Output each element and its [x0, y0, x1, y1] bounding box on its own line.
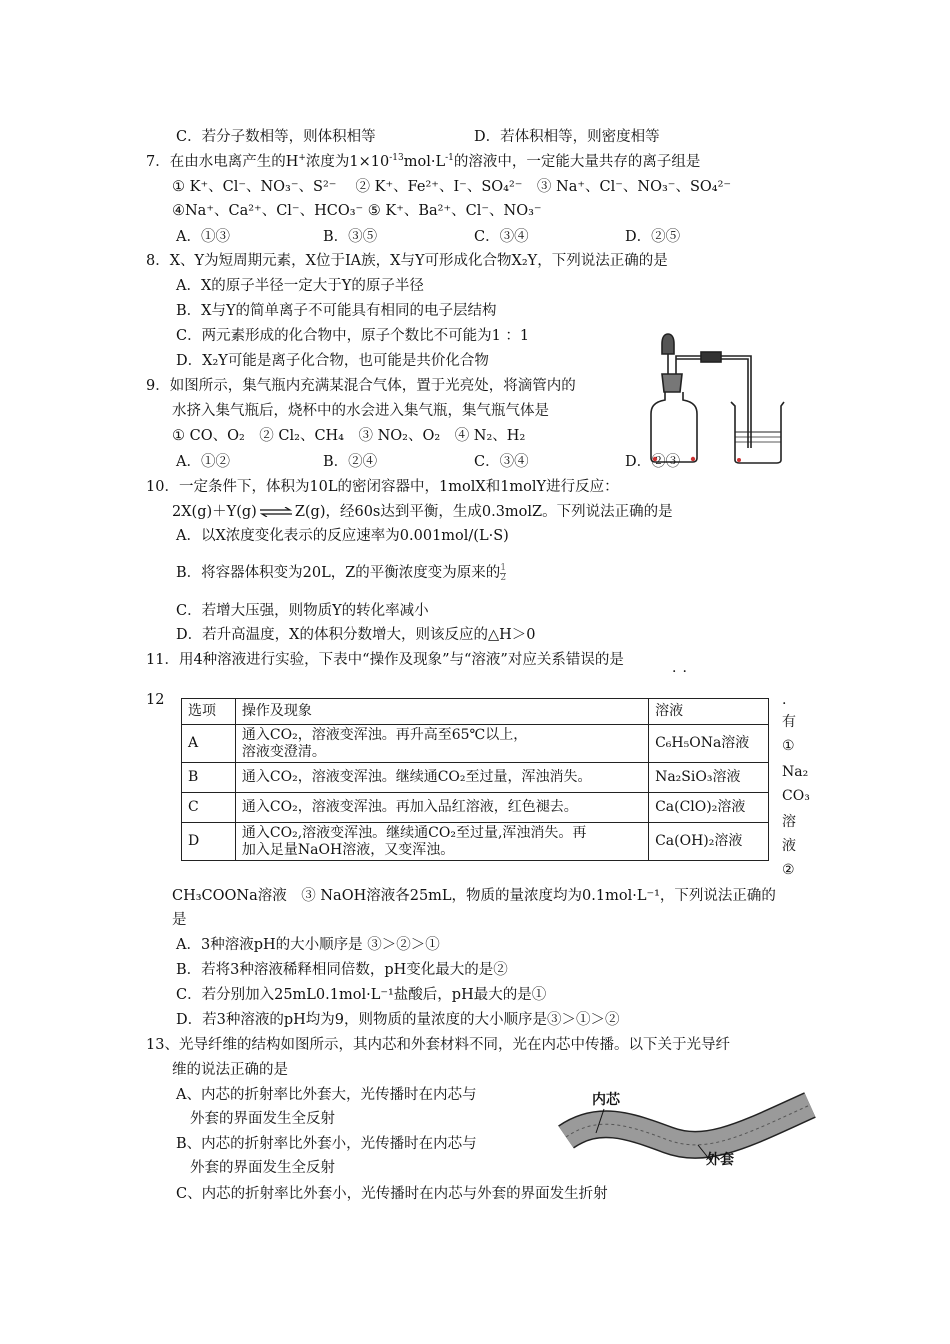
- q11-stem: 11．用4种溶液进行实验，下表中“操作及现象”与“溶液”对应关系错误的是: [146, 652, 624, 668]
- table-row: [182, 823, 769, 861]
- table-header-cell: 选项: [182, 699, 236, 725]
- q10-stem-1: 10．一定条件下，体积为10L的密闭容器中，1molX和1molY进行反应：: [146, 479, 619, 495]
- red-dot-marker: [691, 457, 695, 461]
- emphasis-dots: ··: [672, 664, 693, 680]
- table-cell: 通入CO₂，溶液变浑浊。再升高至65℃以上， 溶液变澄清。: [235, 725, 648, 763]
- table-header-cell: 操作及现象: [235, 699, 648, 725]
- table-cell: B: [182, 763, 236, 793]
- q7-option-d: D．②⑤: [625, 229, 681, 245]
- q7-stem: 7．在由水电离产生的H+浓度为$1\times 10^{-13}mol\cdot L^{-1}$的溶液中，一定能大量共存的离子组是: [146, 153, 701, 170]
- q9-option-a: A．①②: [176, 454, 230, 470]
- q12-side-text: ①: [782, 738, 795, 754]
- q12-side-text: Na₂: [782, 764, 809, 780]
- table-row: [182, 793, 769, 823]
- q7-ion-groups-2: ④Na⁺、Ca²⁺、Cl⁻、HCO₃⁻ ⑤ K⁺、Ba²⁺、Cl⁻、NO₃⁻: [172, 203, 542, 219]
- q9-stem-1: 9．如图所示，集气瓶内充满某混合气体，置于光亮处，将滴管内的: [146, 378, 576, 394]
- q8-option-d: D．X₂Y可能是离子化合物，也可能是共价化合物: [176, 353, 489, 369]
- table-cell: D: [182, 823, 236, 861]
- q12-option-c: C．若分别加入25mL0.1mol·L⁻¹盐酸后，pH最大的是①: [176, 987, 547, 1003]
- table-header-cell: 溶液: [649, 699, 769, 725]
- table-cell: Ca(OH)₂溶液: [649, 823, 769, 861]
- red-dot-marker: [737, 458, 741, 462]
- q12-option-a: A．3种溶液pH的大小顺序是 ③＞②＞①: [176, 937, 440, 953]
- table-cell: 通入CO₂，溶液变浑浊。继续通CO₂至过量，浑浊消失。: [235, 763, 648, 793]
- table-cell: Ca(ClO)₂溶液: [649, 793, 769, 823]
- one-half-fraction: $\frac{1}{2}$: [500, 562, 507, 583]
- q6-option-c: C．若分子数相等，则体积相等: [176, 129, 376, 145]
- fiber-cladding-label: 外套: [706, 1152, 734, 1168]
- q8-option-a: A．X的原子半径一定大于Y的原子半径: [176, 278, 424, 294]
- q11-table: [181, 698, 769, 861]
- table-cell: A: [182, 725, 236, 763]
- table-cell: C₆H₅ONa溶液: [649, 725, 769, 763]
- q8-option-b: B．X与Y的简单离子不可能具有相同的电子层结构: [176, 303, 497, 319]
- equilibrium-arrow-icon: [259, 507, 293, 517]
- q12-option-b: B．若将3种溶液稀释相同倍数，pH变化最大的是②: [176, 962, 508, 978]
- q9-option-c: C．③④: [474, 454, 529, 470]
- q12-option-d: D．若3种溶液的pH均为9，则物质的量浓度的大小顺序是③＞①＞②: [176, 1012, 620, 1028]
- q10-option-c: C．若增大压强，则物质Y的转化率减小: [176, 603, 429, 619]
- q12-stem-1: CH₃COONa溶液 ③ NaOH溶液各25mL，物质的量浓度均为0.1mol·L⁻¹，下列说法正确的: [172, 888, 776, 904]
- q7-ion-groups-1: ① K⁺、Cl⁻、NO₃⁻、S²⁻ ② K⁺、Fe²⁺、I⁻、SO₄²⁻ ③ Na⁺、Cl⁻、NO₃⁻、SO₄²⁻: [172, 179, 732, 195]
- q7-option-c: C．③④: [474, 229, 529, 245]
- q9-option-b: B．②④: [323, 454, 378, 470]
- q8-option-c: C．两元素形成的化合物中，原子个数比不可能为1 ：1: [176, 328, 530, 344]
- q9-stem-2: 水挤入集气瓶后，烧杯中的水会进入集气瓶，集气瓶气体是: [172, 403, 549, 419]
- table-cell: Na₂SiO₃溶液: [649, 763, 769, 793]
- q7-option-a: A．①③: [176, 229, 230, 245]
- table-cell: C: [182, 793, 236, 823]
- table-header-row: [182, 699, 769, 725]
- table-row: [182, 763, 769, 793]
- q12-side-text: .: [782, 692, 787, 708]
- q13-option-b-2: 外套的界面发生全反射: [190, 1160, 335, 1176]
- table-cell: 通入CO₂，溶液变浑浊。再加入品红溶液，红色褪去。: [235, 793, 648, 823]
- q8-stem: 8．X、Y为短周期元素，X位于IA族，X与Y可形成化合物X₂Y，下列说法正确的是: [146, 253, 668, 269]
- q12-side-text: 液: [782, 838, 796, 854]
- q12-side-text: 有: [782, 714, 796, 730]
- fiber-core-label: 内芯: [592, 1092, 620, 1108]
- q13-option-a-2: 外套的界面发生全反射: [190, 1111, 335, 1127]
- table-cell: 通入CO₂,溶液变浑浊。继续通CO₂至过量,浑浊消失。再 加入足量NaOH溶液，又变浑浊。: [235, 823, 648, 861]
- q13-option-a-1: A、内芯的折射率比外套大，光传播时在内芯与: [176, 1087, 477, 1103]
- q10-option-b: B．将容器体积变为20L，Z的平衡浓度变为原来的 $\frac{1}{2}$: [176, 562, 507, 583]
- q10-option-d: D．若升高温度，X的体积分数增大，则该反应的△H＞0: [176, 627, 536, 643]
- q9-option-d: D．②③: [625, 454, 681, 470]
- q12-stem-2: 是: [172, 912, 187, 928]
- q10-option-a: A．以X浓度变化表示的反应速率为0.001mol/(L·S): [176, 528, 509, 544]
- q12-side-text: 溶: [782, 814, 796, 830]
- q12-number: 12: [146, 692, 165, 708]
- table-row: [182, 725, 769, 763]
- q13-stem-2: 维的说法正确的是: [172, 1062, 288, 1078]
- q13-option-c: C、内芯的折射率比外套小，光传播时在内芯与外套的界面发生折射: [176, 1186, 608, 1202]
- q12-side-text: CO₃: [782, 788, 810, 804]
- gas-bottle-apparatus-figure: [645, 330, 795, 465]
- q10-equation: 2X(g)＋Y(g) Z(g)，经60s达到平衡，生成0.3molZ。下列说法正确的是: [172, 504, 673, 520]
- q6-option-d: D．若体积相等，则密度相等: [474, 129, 660, 145]
- q9-gas-options: ① CO、O₂ ② Cl₂、CH₄ ③ NO₂、O₂ ④ N₂、H₂: [172, 428, 526, 444]
- q13-option-b-1: B、内芯的折射率比外套小，光传播时在内芯与: [176, 1136, 477, 1152]
- q12-side-text: ②: [782, 862, 795, 878]
- q13-stem-1: 13、光导纤维的结构如图所示，其内芯和外套材料不同，光在内芯中传播。以下关于光导纤: [146, 1037, 730, 1053]
- q7-option-b: B．③⑤: [323, 229, 378, 245]
